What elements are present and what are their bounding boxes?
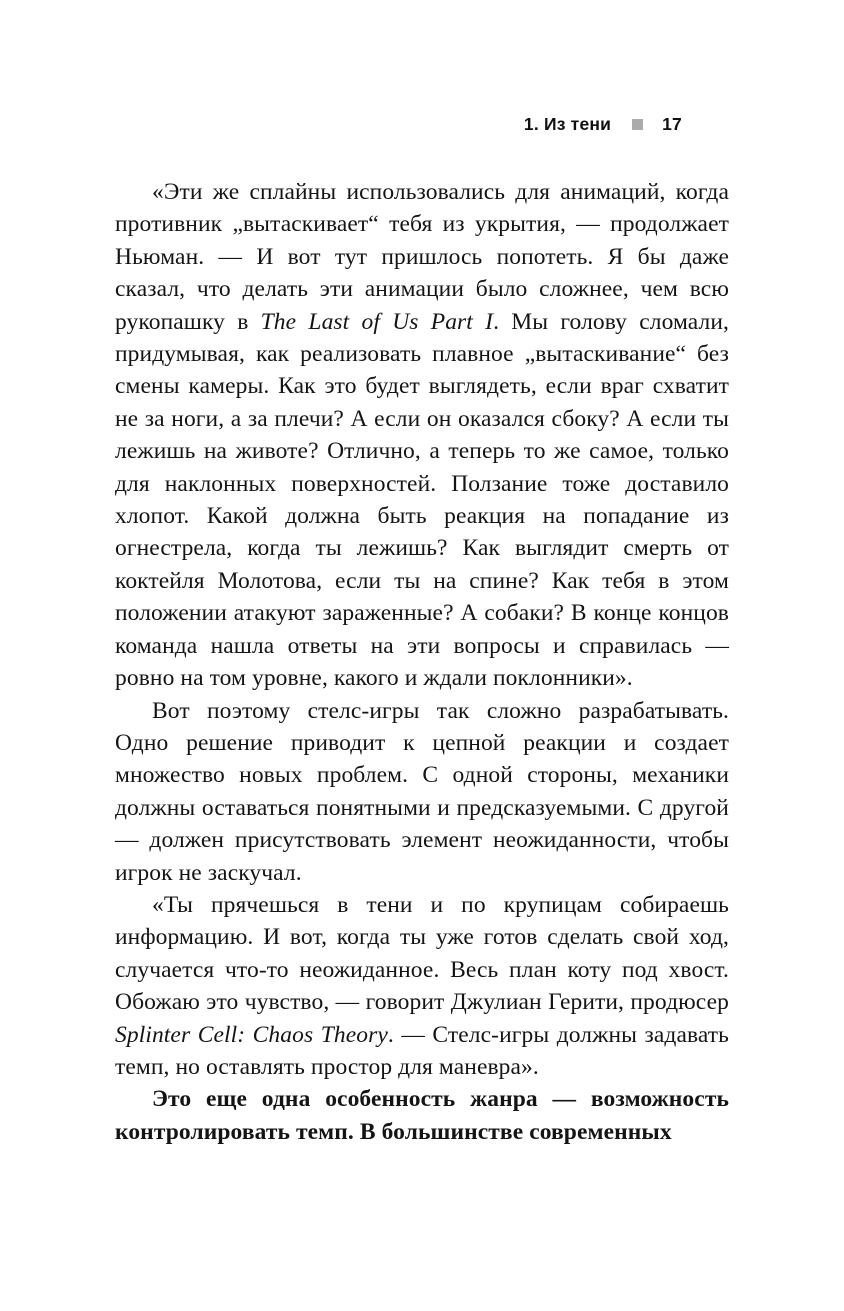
text-segment: Вот поэтому стелс-игры так сложно разрабатывать. Одно решение приводит к цепной реакции и создает множество новых проблем. С одной стороны, механики должны оставаться понятными и предсказуемыми. С другой — должен присутствовать элемент неожиданности, чтобы игрок не заскучал. [115, 697, 729, 886]
paragraph [115, 889, 729, 1083]
running-head [524, 114, 682, 135]
text-segment: «Ты прячешься в тени и по крупицам собираешь информацию. И вот, когда ты уже готов сделать свой ход, случается что-то неожиданное. Весь план коту под хвост. Обожаю это чувство, — говорит Джулиан Герити, продюсер [115, 891, 729, 1016]
paragraph [115, 1083, 729, 1148]
work-title: The Last of Us Part I [260, 308, 494, 335]
separator-square-icon [632, 119, 643, 130]
text-segment: . — Стелс-игры должны задавать темп, но оставлять простор для маневра». [115, 1021, 729, 1080]
page-number: 17 [662, 114, 682, 134]
text-segment: «Эти же сплайны использовались для анимаций, когда противник „вытаскивает“ тебя из укрытия, — продолжает Ньюман. — И вот тут пришлось попотеть. Я бы даже сказал, что делать эти анимации было сложнее, чем всю рукопашку в [115, 179, 729, 335]
chapter-title: 1. Из тени [523, 114, 612, 134]
work-title: Splinter Cell: Chaos Theory [115, 1021, 388, 1048]
paragraph [115, 176, 729, 695]
body-text [115, 176, 729, 1148]
text-segment: . Мы голову сломали, придумывая, как реализовать плавное „вытаскивание“ без смены камеры. Как это будет выглядеть, если враг схватит не за ноги, а за плечи? А если он оказался сбоку? А если ты лежишь на животе? Отлично, а теперь то же самое, только для наклонных поверхностей. Ползание тоже доставило хлопот. Какой должна быть реакция на попадание из огнестрела, когда ты лежишь? Как выглядит смерть от коктейля Молотова, если ты на спине? Как тебя в этом положении атакуют зараженные? А собаки? В конце концов команда нашла ответы на эти вопросы и справилась — ровно на том уровне, какого и ждали поклонники». [115, 308, 729, 692]
paragraph [115, 695, 729, 889]
text-segment: Это еще одна особенность жанра — возможность контролировать темп. В большинстве современных [115, 1086, 729, 1145]
